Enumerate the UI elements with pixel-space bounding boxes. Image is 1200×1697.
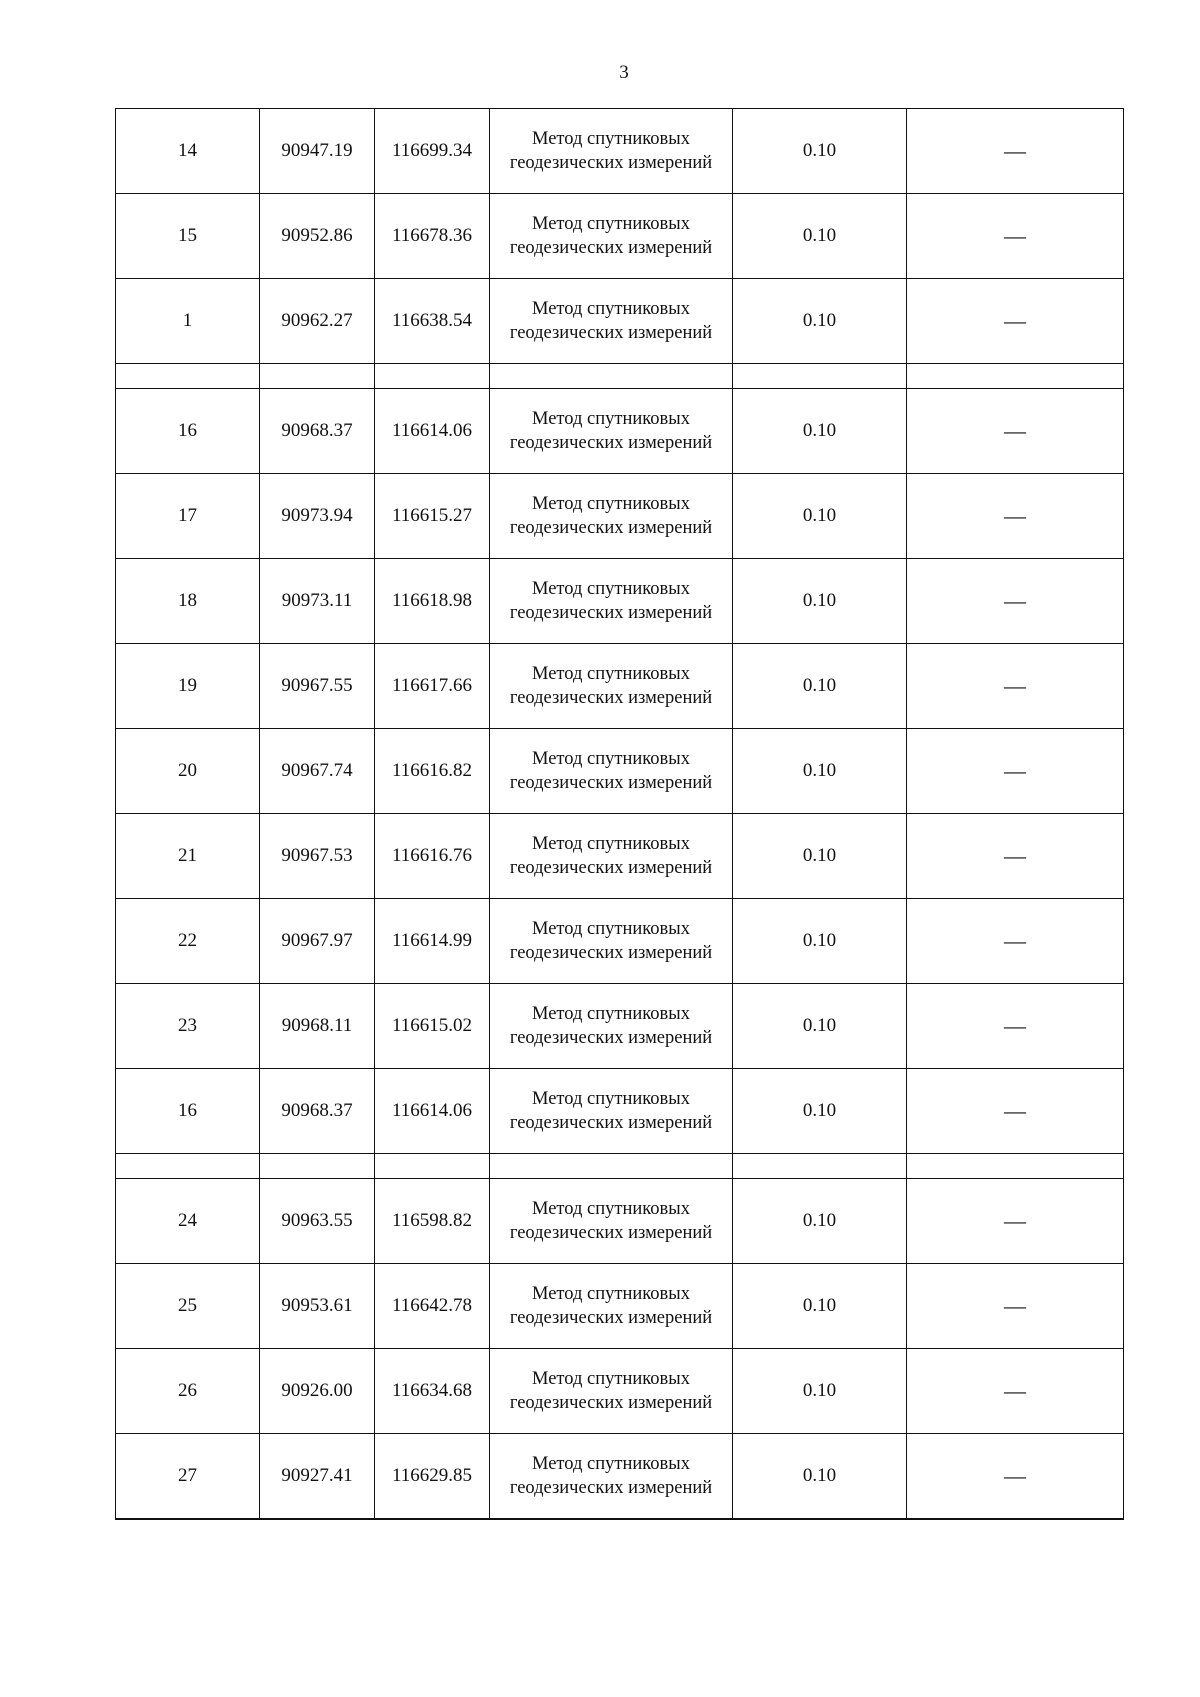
method-line-2: геодезических измерений (509, 433, 713, 453)
x-coordinate-cell: 90968.37 (260, 1069, 375, 1154)
empty-cell (907, 1154, 1124, 1179)
method-line-1: Метод спутниковых (532, 214, 690, 234)
note-cell: — (907, 194, 1124, 279)
x-coordinate-cell: 90962.27 (260, 279, 375, 364)
spacer-row (116, 364, 1124, 389)
accuracy-cell: 0.10 (733, 1434, 907, 1520)
table-row (116, 814, 1124, 899)
y-coordinate-cell: 116617.66 (375, 644, 490, 729)
point-number-cell: 22 (116, 899, 260, 984)
method-cell (490, 644, 733, 729)
table-row (116, 1349, 1124, 1434)
method-cell (490, 1264, 733, 1349)
y-coordinate-cell: 116614.06 (375, 1069, 490, 1154)
method-line-2: геодезических измерений (509, 1393, 713, 1413)
x-coordinate-cell: 90952.86 (260, 194, 375, 279)
method-line-1: Метод спутниковых (532, 1369, 690, 1389)
accuracy-cell: 0.10 (733, 194, 907, 279)
accuracy-cell: 0.10 (733, 1179, 907, 1264)
table-row (116, 1264, 1124, 1349)
y-coordinate-cell: 116618.98 (375, 559, 490, 644)
method-line-1: Метод спутниковых (532, 749, 690, 769)
method-line-2: геодезических измерений (509, 1223, 713, 1243)
method-line-1: Метод спутниковых (532, 409, 690, 429)
point-number-cell: 27 (116, 1434, 260, 1520)
coordinates-table-body (116, 109, 1124, 1520)
method-line-1: Метод спутниковых (532, 1284, 690, 1304)
method-cell (490, 279, 733, 364)
accuracy-cell: 0.10 (733, 559, 907, 644)
x-coordinate-cell: 90968.37 (260, 389, 375, 474)
method-cell (490, 559, 733, 644)
note-cell: — (907, 899, 1124, 984)
table-row (116, 644, 1124, 729)
accuracy-cell: 0.10 (733, 474, 907, 559)
table-row (116, 474, 1124, 559)
point-number-cell: 17 (116, 474, 260, 559)
method-line-2: геодезических измерений (509, 323, 713, 343)
accuracy-cell: 0.10 (733, 1264, 907, 1349)
y-coordinate-cell: 116638.54 (375, 279, 490, 364)
method-line-2: геодезических измерений (509, 1028, 713, 1048)
method-cell (490, 474, 733, 559)
table-row (116, 729, 1124, 814)
note-cell: — (907, 729, 1124, 814)
x-coordinate-cell: 90967.53 (260, 814, 375, 899)
method-line-1: Метод спутниковых (532, 834, 690, 854)
note-cell: — (907, 1349, 1124, 1434)
method-cell (490, 109, 733, 194)
accuracy-cell: 0.10 (733, 279, 907, 364)
y-coordinate-cell: 116614.99 (375, 899, 490, 984)
table-row (116, 1069, 1124, 1154)
empty-cell (490, 364, 733, 389)
accuracy-cell: 0.10 (733, 814, 907, 899)
method-line-2: геодезических измерений (509, 943, 713, 963)
empty-cell (733, 364, 907, 389)
empty-cell (375, 1154, 490, 1179)
empty-cell (260, 1154, 375, 1179)
point-number-cell: 20 (116, 729, 260, 814)
point-number-cell: 23 (116, 984, 260, 1069)
table-row (116, 194, 1124, 279)
method-line-2: геодезических измерений (509, 688, 713, 708)
x-coordinate-cell: 90967.74 (260, 729, 375, 814)
note-cell: — (907, 279, 1124, 364)
y-coordinate-cell: 116629.85 (375, 1434, 490, 1520)
y-coordinate-cell: 116598.82 (375, 1179, 490, 1264)
point-number-cell: 1 (116, 279, 260, 364)
accuracy-cell: 0.10 (733, 729, 907, 814)
table-row (116, 1179, 1124, 1264)
table-row (116, 899, 1124, 984)
x-coordinate-cell: 90973.94 (260, 474, 375, 559)
method-line-2: геодезических измерений (509, 603, 713, 623)
accuracy-cell: 0.10 (733, 389, 907, 474)
y-coordinate-cell: 116615.27 (375, 474, 490, 559)
method-line-1: Метод спутниковых (532, 299, 690, 319)
method-cell (490, 814, 733, 899)
y-coordinate-cell: 116616.76 (375, 814, 490, 899)
spacer-row (116, 1154, 1124, 1179)
accuracy-cell: 0.10 (733, 109, 907, 194)
empty-cell (260, 364, 375, 389)
method-line-2: геодезических измерений (509, 858, 713, 878)
method-line-2: геодезических измерений (509, 1478, 713, 1498)
x-coordinate-cell: 90963.55 (260, 1179, 375, 1264)
note-cell: — (907, 814, 1124, 899)
table-row (116, 984, 1124, 1069)
note-cell: — (907, 644, 1124, 729)
method-line-2: геодезических измерений (509, 1113, 713, 1133)
method-cell (490, 1069, 733, 1154)
table-row (116, 279, 1124, 364)
x-coordinate-cell: 90953.61 (260, 1264, 375, 1349)
method-cell (490, 984, 733, 1069)
point-number-cell: 21 (116, 814, 260, 899)
accuracy-cell: 0.10 (733, 1349, 907, 1434)
method-line-1: Метод спутниковых (532, 129, 690, 149)
table-row (116, 109, 1124, 194)
y-coordinate-cell: 116678.36 (375, 194, 490, 279)
page-number: 3 (619, 62, 629, 83)
method-line-2: геодезических измерений (509, 773, 713, 793)
y-coordinate-cell: 116699.34 (375, 109, 490, 194)
x-coordinate-cell: 90927.41 (260, 1434, 375, 1520)
point-number-cell: 15 (116, 194, 260, 279)
method-cell (490, 1349, 733, 1434)
note-cell: — (907, 1179, 1124, 1264)
x-coordinate-cell: 90967.55 (260, 644, 375, 729)
point-number-cell: 19 (116, 644, 260, 729)
point-number-cell: 18 (116, 559, 260, 644)
point-number-cell: 16 (116, 1069, 260, 1154)
x-coordinate-cell: 90968.11 (260, 984, 375, 1069)
y-coordinate-cell: 116615.02 (375, 984, 490, 1069)
accuracy-cell: 0.10 (733, 984, 907, 1069)
note-cell: — (907, 984, 1124, 1069)
method-line-1: Метод спутниковых (532, 494, 690, 514)
note-cell: — (907, 1264, 1124, 1349)
method-cell (490, 899, 733, 984)
y-coordinate-cell: 116616.82 (375, 729, 490, 814)
point-number-cell: 16 (116, 389, 260, 474)
method-line-2: геодезических измерений (509, 1308, 713, 1328)
point-number-cell: 26 (116, 1349, 260, 1434)
method-cell (490, 1179, 733, 1264)
method-line-1: Метод спутниковых (532, 664, 690, 684)
accuracy-cell: 0.10 (733, 644, 907, 729)
point-number-cell: 24 (116, 1179, 260, 1264)
method-cell (490, 389, 733, 474)
note-cell: — (907, 1069, 1124, 1154)
method-line-1: Метод спутниковых (532, 1199, 690, 1219)
method-line-1: Метод спутниковых (532, 1089, 690, 1109)
empty-cell (490, 1154, 733, 1179)
note-cell: — (907, 474, 1124, 559)
method-line-1: Метод спутниковых (532, 919, 690, 939)
point-number-cell: 25 (116, 1264, 260, 1349)
empty-cell (907, 364, 1124, 389)
empty-cell (375, 364, 490, 389)
x-coordinate-cell: 90973.11 (260, 559, 375, 644)
accuracy-cell: 0.10 (733, 899, 907, 984)
empty-cell (116, 364, 260, 389)
note-cell: — (907, 1434, 1124, 1520)
empty-cell (733, 1154, 907, 1179)
table-row (116, 1434, 1124, 1520)
accuracy-cell: 0.10 (733, 1069, 907, 1154)
y-coordinate-cell: 116634.68 (375, 1349, 490, 1434)
x-coordinate-cell: 90926.00 (260, 1349, 375, 1434)
x-coordinate-cell: 90967.97 (260, 899, 375, 984)
coordinates-table (115, 108, 1124, 1520)
note-cell: — (907, 109, 1124, 194)
y-coordinate-cell: 116614.06 (375, 389, 490, 474)
note-cell: — (907, 389, 1124, 474)
method-line-2: геодезических измерений (509, 518, 713, 538)
method-cell (490, 194, 733, 279)
table-row (116, 389, 1124, 474)
method-line-1: Метод спутниковых (532, 579, 690, 599)
table-row (116, 559, 1124, 644)
note-cell: — (907, 559, 1124, 644)
method-cell (490, 1434, 733, 1520)
point-number-cell: 14 (116, 109, 260, 194)
method-line-1: Метод спутниковых (532, 1454, 690, 1474)
method-cell (490, 729, 733, 814)
y-coordinate-cell: 116642.78 (375, 1264, 490, 1349)
empty-cell (116, 1154, 260, 1179)
method-line-2: геодезических измерений (509, 238, 713, 258)
method-line-2: геодезических измерений (509, 153, 713, 173)
method-line-1: Метод спутниковых (532, 1004, 690, 1024)
x-coordinate-cell: 90947.19 (260, 109, 375, 194)
